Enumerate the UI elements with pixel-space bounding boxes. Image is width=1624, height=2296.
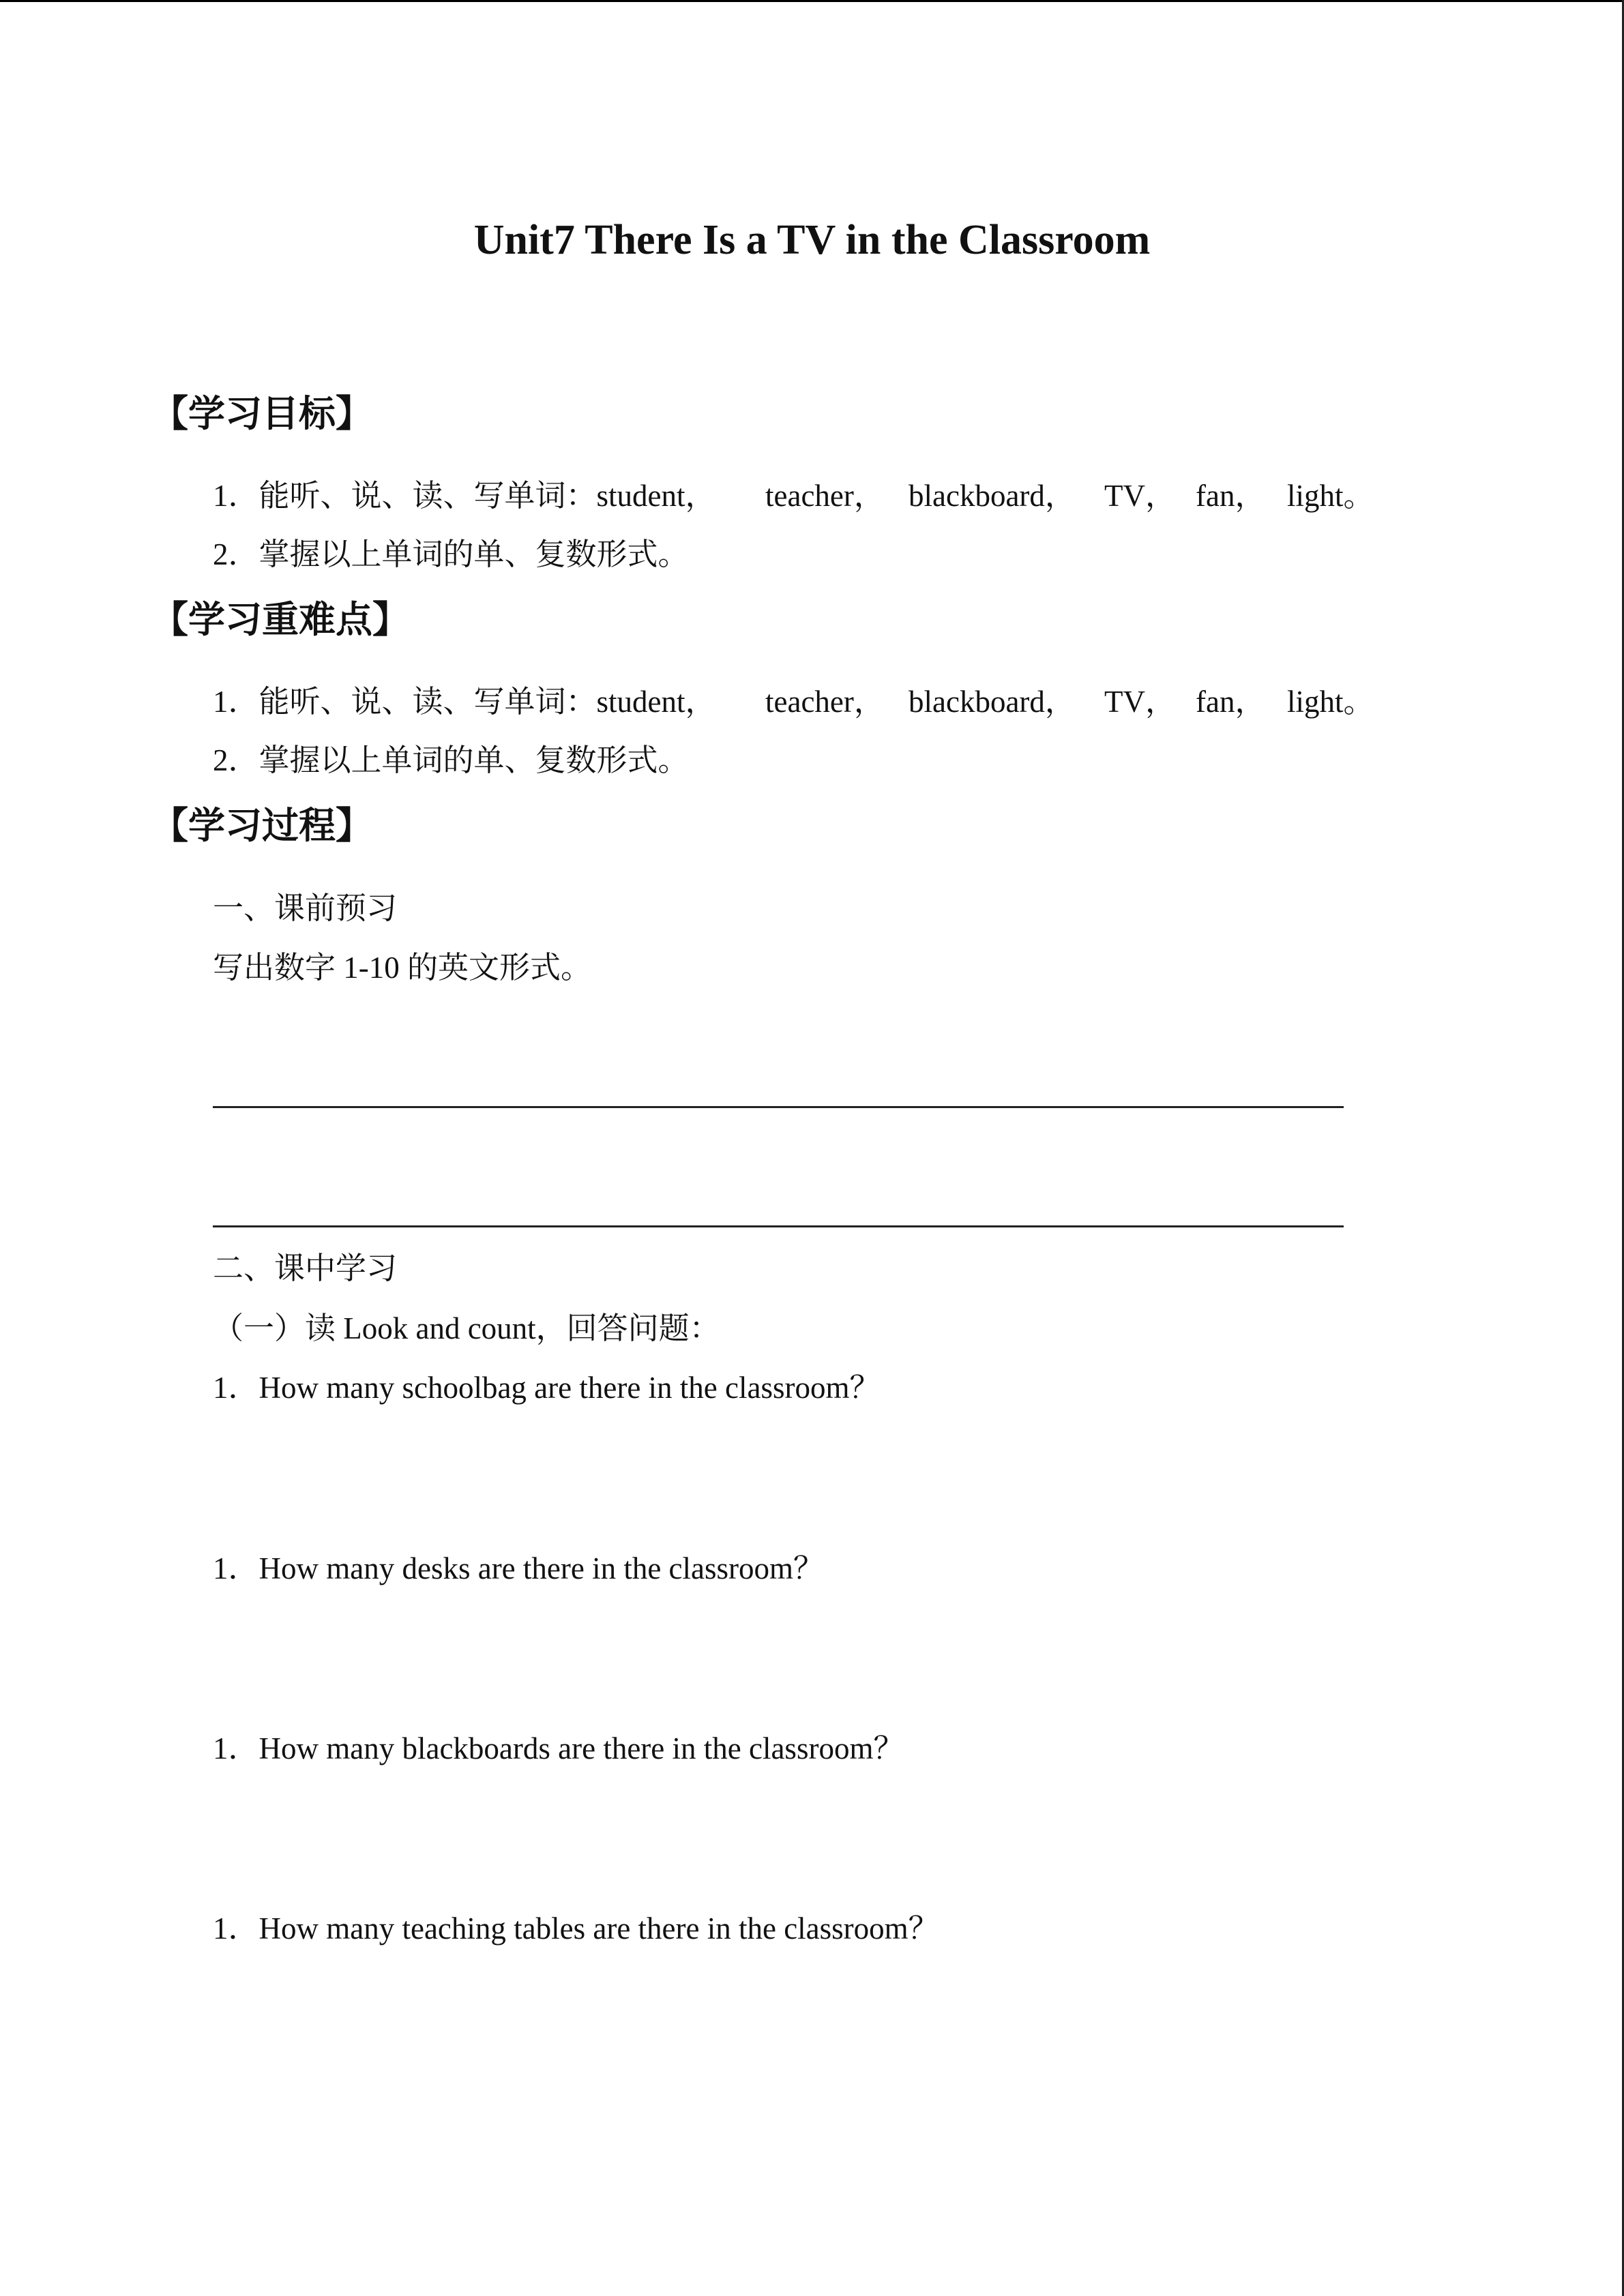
in-class-title: 二、课中学习 xyxy=(213,1251,398,1285)
page-top-border xyxy=(0,0,1624,2)
vocab-word: TV， xyxy=(1104,685,1176,719)
key-point-item-2: 2．掌握以上单词的单、复数形式。 xyxy=(213,743,689,777)
objective-item-1-lead: 1．能听、说、读、写单词：student， xyxy=(213,479,716,513)
question-2: 1．How many desks are there in the classroom？ xyxy=(213,1551,825,1585)
question-4: 1．How many teaching tables are there in the classroom？ xyxy=(213,1911,939,1945)
vocab-word: teacher， xyxy=(765,479,885,513)
section-heading-key-points: 【学习重难点】 xyxy=(151,598,409,641)
vocab-word: blackboard， xyxy=(909,479,1076,513)
vocab-word: light。 xyxy=(1287,479,1374,513)
vocab-word: fan， xyxy=(1196,685,1266,719)
key-point-item-1-lead: 1．能听、说、读、写单词：student， xyxy=(213,685,716,719)
preview-title: 一、课前预习 xyxy=(213,891,398,925)
vocab-word: blackboard， xyxy=(909,685,1076,719)
section-heading-process: 【学习过程】 xyxy=(151,804,372,847)
section-heading-objectives: 【学习目标】 xyxy=(151,392,372,435)
vocab-word: light。 xyxy=(1287,685,1374,719)
preview-task: 写出数字 1-10 的英文形式。 xyxy=(213,951,591,985)
objective-item-2: 2．掌握以上单词的单、复数形式。 xyxy=(213,537,689,571)
document-title: Unit7 There Is a TV in the Classroom xyxy=(473,217,1151,263)
question-3: 1．How many blackboards are there in the classroom？ xyxy=(213,1731,904,1765)
question-1: 1．How many schoolbag are there in the classroom？ xyxy=(213,1371,881,1405)
vocab-word: teacher， xyxy=(765,685,885,719)
vocab-word: TV， xyxy=(1104,479,1176,513)
answer-line[interactable] xyxy=(213,1225,1344,1227)
answer-line[interactable] xyxy=(213,1106,1344,1108)
objective-item-1 xyxy=(213,475,1372,516)
vocab-word: fan， xyxy=(1196,479,1266,513)
key-point-item-1 xyxy=(213,681,1372,722)
reading-task: （一）读 Look and count，回答问题： xyxy=(213,1311,720,1345)
